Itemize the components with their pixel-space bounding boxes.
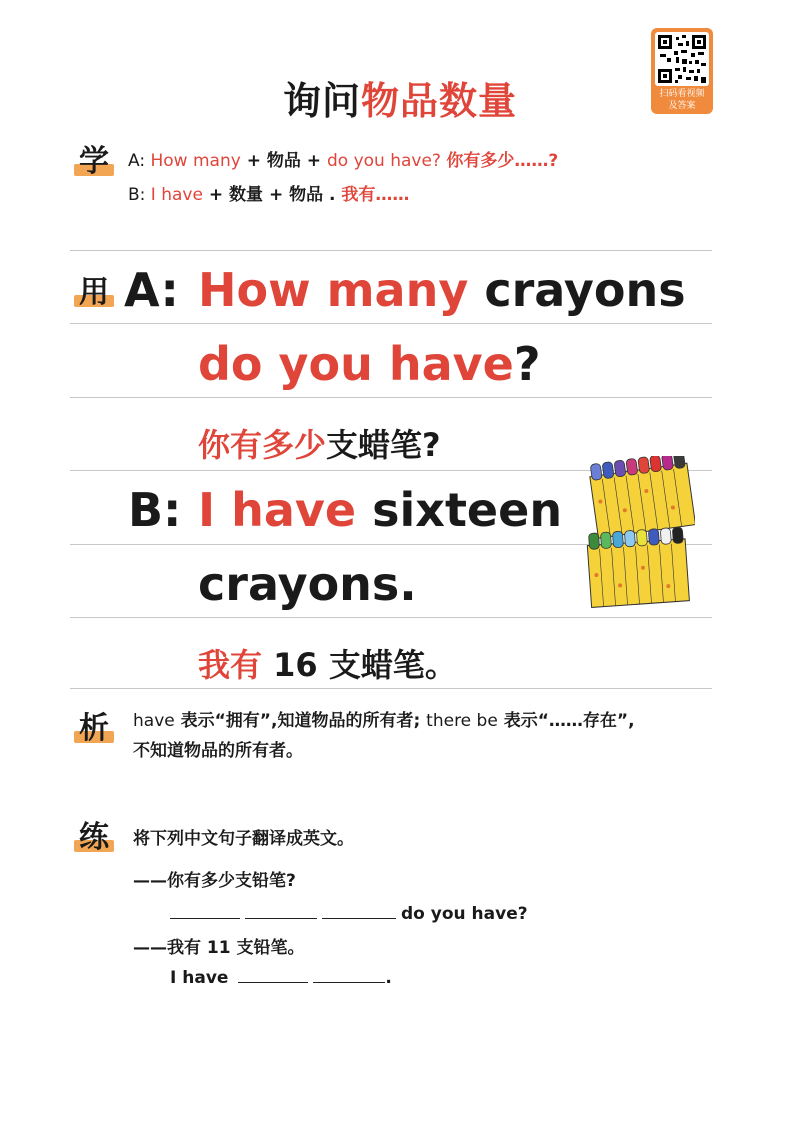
practice-badge: 练 [74,822,114,854]
use-a-line1: How many crayons [198,263,686,317]
use-b-label: B: [128,483,182,537]
learn-badge: 学 [74,146,114,178]
answer-blank[interactable] [245,902,317,919]
use-b-line1: I have sixteen [198,483,563,537]
use-a-line2: do you have? [198,337,541,391]
rule-line [70,617,712,618]
use-a-label: A: [124,263,179,317]
learn-line-b: B: I have + 数量 + 物品 . 我有…… [128,185,410,205]
rule-line [70,250,712,251]
use-b-line2: crayons. [198,557,417,611]
answer-blank[interactable] [322,902,396,919]
practice-question-1: ——你有多少支铅笔? [133,871,296,891]
rule-line [70,323,712,324]
answer-blank[interactable] [238,966,308,983]
practice-question-2: ——我有 11 支铅笔。 [133,938,305,958]
answer-blank[interactable] [313,966,385,983]
use-a-chinese: 你有多少支蜡笔? [198,426,441,464]
analysis-text: have 表示“拥有”,知道物品的所有者; there be 表示“……存在”, 不知道物品的所有者。 [133,711,635,761]
use-b-chinese: 我有 16 支蜡笔。 [198,646,457,684]
learn-line-a: A: How many + 物品 + do you have? 你有多少……? [128,151,559,171]
use-badge: 用 [74,277,114,309]
page-title: 询问物品数量 [282,79,518,123]
practice-answer-2: I have . [170,968,392,988]
analysis-badge: 析 [74,713,114,745]
rule-line [70,397,712,398]
qr-caption: 扫码看视频 及答案 [659,89,705,111]
practice-answer-1: do you have? [170,902,528,924]
qr-code-block[interactable] [651,28,713,114]
crayons-illustration [585,456,695,611]
qr-code-icon [655,32,709,86]
answer-blank[interactable] [170,902,240,919]
practice-instruction: 将下列中文句子翻译成英文。 [133,829,354,849]
rule-line [70,688,712,689]
